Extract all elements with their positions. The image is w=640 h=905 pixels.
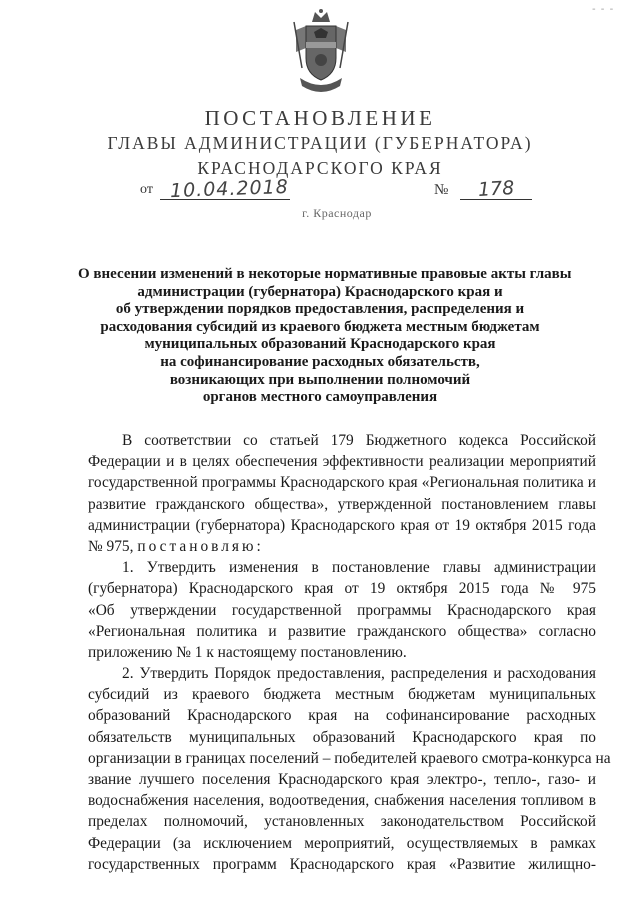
title-line: О внесении изменений в некоторые нормативные правовые акты главы	[78, 266, 572, 282]
preamble-line: администрации (губернатора) Краснодарского края от 19 октября 2015 года	[88, 516, 596, 534]
item-2-line: государственных программ Краснодарского края «Развитие жилищно-	[88, 855, 596, 873]
item-2-line: образований Краснодарского края на софинансирование расходных	[88, 707, 596, 725]
item-2-line: обязательств муниципальных образований Краснодарского края по	[88, 728, 596, 746]
issuing-authority-heading: ГЛАВЫ АДМИНИСТРАЦИИ (ГУБЕРНАТОРА)	[107, 133, 533, 153]
item-2-line: организации в границах поселений – победителей краевого смотра-конкурса на	[88, 749, 611, 767]
item-1-line: «Региональная политика и развитие гражданского общества» согласно	[88, 622, 596, 640]
title-line: на софинансирование расходных обязательств,	[160, 353, 480, 370]
item-2-line: звание лучшего поселения Краснодарского края электро-, тепло-, газо- и	[88, 771, 596, 788]
document-body	[88, 430, 611, 875]
preamble-line: государственной программы Краснодарского края «Региональная политика и	[88, 474, 596, 492]
title-line: расходования субсидий из краевого бюджета местным бюджетам	[100, 318, 540, 335]
title-line: об утверждении порядков предоставления, распределения и	[115, 301, 525, 318]
title-line: администрации (губернатора) Краснодарского края и	[137, 283, 503, 300]
item-2-line: субсидий из краевого бюджета местным бюджетам муниципальных	[88, 686, 596, 704]
preamble-last-line	[88, 536, 596, 557]
city-name: г. Краснодар	[302, 206, 372, 220]
resolve-keyword: постановляю:	[137, 537, 264, 555]
handwritten-date: 10.04.2018	[169, 175, 290, 203]
region-heading: КРАСНОДАРСКОГО КРАЯ	[197, 158, 443, 178]
coat-of-arms-emblem	[290, 8, 352, 96]
item-1-line: 1. Утвердить изменения в постановление главы администрации	[122, 559, 596, 577]
title-line: возникающих при выполнении полномочий	[169, 371, 471, 388]
item-2-line: пределах полномочий, установленных законодательством Российской	[88, 813, 596, 831]
number-prefix: №	[434, 182, 449, 198]
preamble-line: В соответствии со статьей 179 Бюджетного кодекса Российской	[122, 432, 596, 449]
item-1-line: приложению № 1 к настоящему постановлению.	[88, 643, 407, 661]
item-2-line: водоснабжения населения, водоотведения, снабжения населения топливом в	[88, 792, 596, 810]
item-2-line: Федерации (за исключением мероприятий, осуществляемых в рамках	[88, 834, 596, 852]
preamble-line: развитие гражданского общества», утвержденной постановлением главы	[88, 495, 596, 513]
title-line: органов местного самоуправления	[202, 389, 438, 406]
handwritten-number: 178	[477, 177, 515, 201]
document-type-heading: ПОСТАНОВЛЕНИЕ	[204, 106, 436, 130]
scan-corner-mark: - - -	[592, 4, 615, 15]
resolution-title	[78, 266, 572, 407]
preamble-line: Федерации и в целях обеспечения эффективности реализации мероприятий	[88, 453, 596, 471]
date-prefix: от	[140, 182, 153, 197]
item-1-line: (губернатора) Краснодарского края от 19 октября 2015 года № 975	[88, 580, 596, 598]
item-2-line: 2. Утвердить Порядок предоставления, распределения и расходования	[122, 665, 596, 683]
item-1-line: «Об утверждении государственной программы Краснодарского края	[88, 601, 596, 619]
title-line: муниципальных образований Краснодарского края	[144, 336, 496, 353]
decree-number-text: № 975,	[88, 537, 138, 555]
